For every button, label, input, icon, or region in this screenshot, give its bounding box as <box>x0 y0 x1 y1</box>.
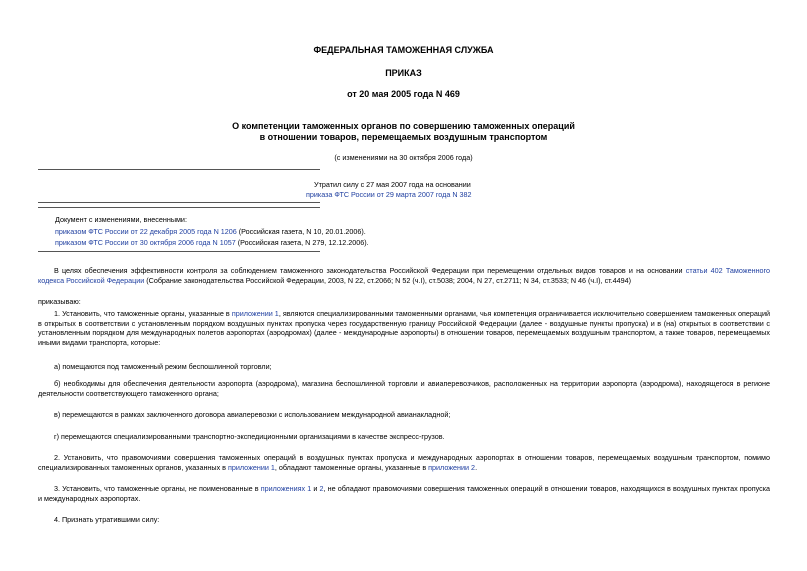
change-link[interactable]: приказом ФТС России от 30 октября 2006 года N 1057 <box>55 238 236 247</box>
paragraph-1: 1. Установить, что таможенные органы, указанные в приложении 1, являются специализированными таможенными органами, чья компетенция ограничивается исключительно совершением таможенных операций в открытых в соответствии с установленным порядком воздушных пунктах пропуска через государственную границу Российской Федерации (далее - воздушные пункты пропуска) и в (на) открытых в соответствии с установленным порядком для международных полетов аэропортах (аэродромах) (далее - международные аэропорты) в отношении товаров, перемещаемых воздушным транспортом, а также товаров, перемещаемых иными видами транспорта, которые: <box>38 309 771 347</box>
change-source: (Российская газета, N 10, 20.01.2006). <box>236 227 366 236</box>
tax-code-link[interactable]: статьи 402 Таможенного кодекса Российской Федерации <box>38 266 770 285</box>
appendix-1-link[interactable]: приложениях 1 <box>260 484 312 493</box>
document-title-line2: в отношении товаров, перемещаемых воздушным транспортом <box>259 132 548 142</box>
change-link[interactable]: приказом ФТС России от 22 декабря 2005 года N 1206 <box>55 227 237 236</box>
change-source: (Российская газета, N 279, 12.12.2006). <box>235 238 369 247</box>
appendix-1-link[interactable]: приложении 1 <box>231 309 279 318</box>
appendix-2-link[interactable]: 2 <box>319 484 324 493</box>
agency-name: ФЕДЕРАЛЬНАЯ ТАМОЖЕННАЯ СЛУЖБА <box>313 45 494 55</box>
appendix-1-link[interactable]: приложении 1 <box>227 462 275 472</box>
change-item <box>55 238 369 248</box>
paragraph-2: 2. Установить, что правомочиями совершения таможенных операций в воздушных пунктах пропуска и международных аэропортах в отношении товаров, перемещаемых воздушным транспортом, помимо специализированных таможенных органов, указанных в приложении 1, обладают таможенные органы, указанные в приложении 2. <box>38 453 770 472</box>
status-line: Утратил силу с 27 мая 2007 года на основании <box>314 180 471 189</box>
item-v: в) перемещаются в рамках заключенного договора авиаперевозки с использованием международной авианакладной; <box>54 410 451 419</box>
document-type: ПРИКАЗ <box>385 68 422 78</box>
paragraph-4: 4. Признать утратившими силу: <box>54 515 160 524</box>
paragraph-3: 3. Установить, что таможенные органы, не поименованные в приложениях 1 и 2, не обладают правомочиями совершения таможенных операций в отношении товаров, находящихся в воздушных пунктах пропуска и международных аэропортах. <box>38 484 770 503</box>
document-date-number: от 20 мая 2005 года N 469 <box>347 89 460 99</box>
divider <box>38 169 320 170</box>
divider <box>38 207 320 208</box>
change-item <box>55 227 366 237</box>
appendix-2-link[interactable]: приложении 2 <box>428 462 476 472</box>
changes-intro: Документ с изменениями, внесенными: <box>55 215 187 224</box>
item-b: б) необходимы для обеспечения деятельности аэропорта (аэродрома), магазина беспошлинной торговли и авиаперевозчиков, расположенных на территории аэропорта (аэродрома), находящегося в регионе деятельности соответствующего таможенного органа; <box>38 379 770 398</box>
item-g: г) перемещаются специализированными транспортно-экспедиционными организациями в качестве экспресс-грузов. <box>54 432 445 441</box>
preamble-paragraph: В целях обеспечения эффективности контроля за соблюдением таможенного законодательства Российской Федерации при перемещении отдельных видов товаров и на основании статьи 402 Таможенного кодекса Российской Федерации (Собрание законодательства Российской Федерации, 2003, N 22, ст.2066; N 52 (ч.I), ст.5038; 2004, N 27, ст.2711; N 34, ст.3533; N 46 (ч.I), ст.4494) <box>38 266 770 285</box>
order-word: приказываю: <box>38 297 81 306</box>
item-a: а) помещаются под таможенный режим беспошлинной торговли; <box>54 362 272 371</box>
document-title-line1: О компетенции таможенных органов по совершению таможенных операций <box>232 121 575 131</box>
divider <box>38 251 320 252</box>
status-link[interactable]: приказа ФТС России от 29 марта 2007 года N 382 <box>306 190 472 199</box>
amendment-note: (с изменениями на 30 октября 2006 года) <box>334 153 473 162</box>
divider <box>38 202 320 203</box>
